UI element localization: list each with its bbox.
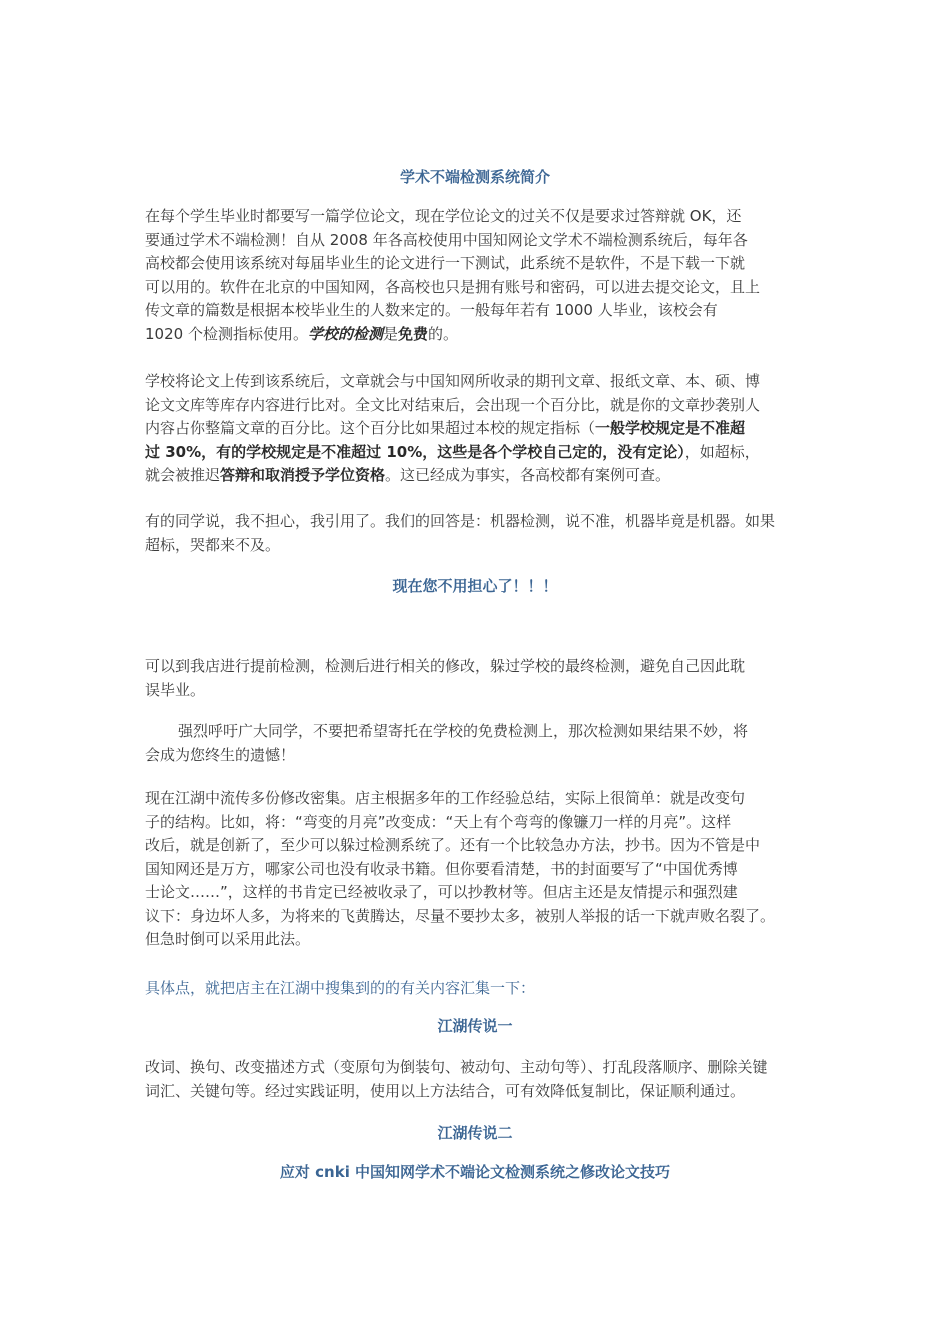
text-line: 可以用的。软件在北京的中国知网，各高校也只是拥有账号和密码，可以进去提交论文，且上 — [145, 277, 761, 296]
text-run: 的。 — [428, 324, 459, 343]
text-line — [145, 441, 815, 465]
text-line: 强烈呼吁广大同学，不要把希望寄托在学校的免费检测上，那次检测如果结果不妙，将 — [178, 722, 749, 740]
text-line: 高校都会使用该系统对每届毕业生的论文进行一下测试，此系统不是软件，不是下载一下就 — [145, 254, 746, 272]
text-line: 有的同学说，我不担心，我引用了。我们的回答是：机器检测，说不准，机器毕竟是机器。如果 — [145, 512, 776, 530]
text-line: 现在江湖中流传多份修改密集。店主根据多年的工作经验总结，实际上很简单：就是改变句 — [145, 789, 746, 807]
text-line: 子的结构。比如，将：“弯变的月亮”改变成：“天上有个弯弯的像镰刀一样的月亮”。这样 — [145, 812, 732, 831]
text-line: 超标，哭都来不及。 — [145, 535, 281, 554]
text-line: 词汇、关键句等。经过实践证明，使用以上方法结合，可有效降低复制比，保证顺利通过。 — [145, 1081, 746, 1100]
text-line: 在每个学生毕业时都要写一篇学位论文，现在学位论文的过关不仅是要求过答辩就 OK，还 — [145, 207, 742, 225]
text-line: 议下：身边坏人多，为将来的飞黄腾达，尽量不要抄太多，被别人举报的话一下就声败名裂了。 — [145, 906, 776, 925]
text-line: 误毕业。 — [145, 680, 206, 699]
text-line — [145, 323, 815, 347]
text-line: 传文章的篇数是根据本校毕业生的人数来定的。一般每年若有 1000 人毕业，该校会有 — [145, 301, 718, 319]
paragraph-process — [145, 370, 815, 488]
text-line: 改后，就是创新了，至少可以躲过检测系统了。还有一个比较急办方法，抄书。因为不管是中 — [145, 836, 761, 854]
section-heading: 现在您不用担心了！！！ — [392, 577, 558, 595]
text-line: 学校将论文上传到该系统后，文章就会与中国知网所收录的期刊文章、报纸文章、本、硕、博 — [145, 372, 761, 390]
section-heading: 江湖传说一 — [437, 1017, 513, 1035]
paragraph-legend-one — [145, 1056, 815, 1103]
paragraph-worry — [145, 510, 815, 557]
document-title: 学术不端检测系统简介 — [399, 168, 550, 186]
paragraph-intro — [145, 205, 815, 346]
section-heading: 应对 cnki 中国知网学术不端论文检测系统之修改论文技巧 — [279, 1163, 671, 1181]
text-run: 是 — [382, 324, 398, 343]
emphasis-text: 一般学校规定是不准超 — [595, 419, 746, 437]
text-line — [145, 464, 815, 488]
text-run: ，如超标， — [684, 442, 760, 461]
text-run: 内容占你整篇文章的百分比。这个百分比如果超过本校的规定指标（ — [145, 419, 596, 437]
emphasis-text: 答辩和取消授予学位资格 — [220, 466, 386, 484]
paragraph-appeal — [145, 720, 815, 767]
emphasis-text: 过 30%，有的学校规定是不准超过 10%，这些是各个学校自己定的，没有定论） — [145, 442, 685, 461]
paragraph-tips — [145, 787, 815, 952]
text-run: 1020 个检测指标使用。 — [145, 324, 308, 343]
section-heading: 江湖传说二 — [437, 1124, 513, 1142]
paragraph-precheck — [145, 655, 815, 702]
text-line: 要通过学术不端检测！自从 2008 年各高校使用中国知网论文学术不端检测系统后，每年各 — [145, 230, 748, 249]
text-line: 论文文库等库存内容进行比对。全文比对结束后，会出现一个百分比，就是你的文章抄袭别人 — [145, 395, 761, 414]
text-line: 士论文……”，这样的书肯定已经被收录了，可以抄教材等。但店主还是友情提示和强烈建 — [145, 883, 738, 901]
text-line: 但急时倒可以采用此法。 — [145, 930, 311, 948]
text-line: 会成为您终生的遗憾！ — [145, 745, 296, 764]
text-run: 。这已经成为事实，各高校都有案例可查。 — [385, 466, 671, 484]
paragraph-summary-intro: 具体点，就把店主在江湖中搜集到的的有关内容汇集一下： — [145, 979, 536, 997]
emphasis-free: 免费 — [397, 324, 428, 343]
text-line: 可以到我店进行提前检测，检测后进行相关的修改，躲过学校的最终检测，避免自己因此耽 — [145, 657, 746, 675]
text-run: 就会被推迟 — [145, 466, 221, 484]
text-line: 改词、换句、改变描述方式（变原句为倒装句、被动句、主动句等）、打乱段落顺序、删除关键 — [145, 1058, 768, 1076]
text-line: 国知网还是万方，哪家公司也没有收录书籍。但你要看清楚，书的封面要写了“中国优秀博 — [145, 859, 738, 878]
text-line — [145, 417, 815, 441]
emphasis-school-check: 学校的检测 — [307, 324, 383, 343]
